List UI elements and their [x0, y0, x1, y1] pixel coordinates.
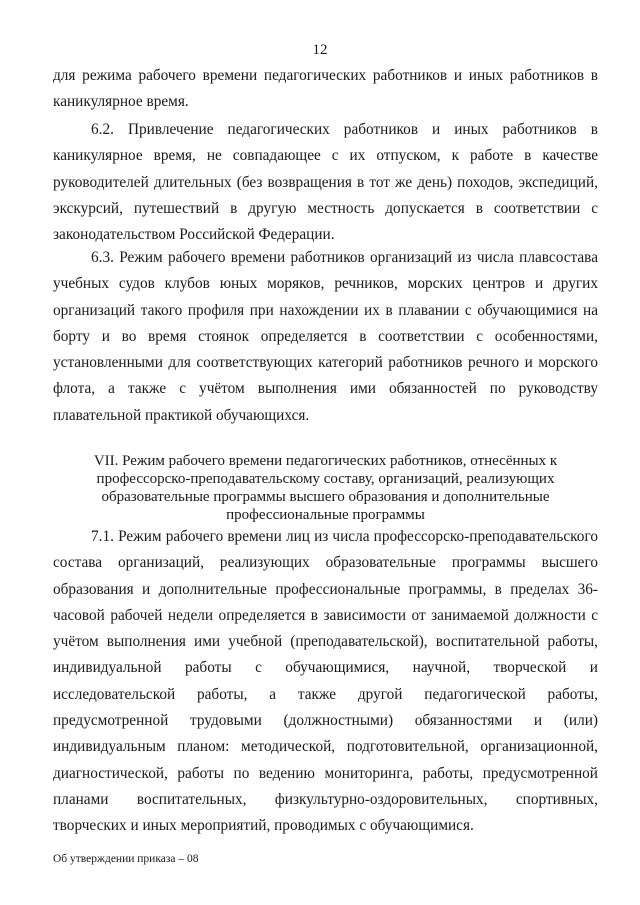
section-heading: VII. Режим рабочего времени педагогических работников, отнесённых к профессорско-преподавательскому составу, организаций, реализующих образовательные программы высшего образования и дополнительные профессиональные программы — [93, 453, 558, 523]
page-number: 12 — [312, 42, 328, 58]
paragraph-7-1 — [53, 524, 598, 840]
paragraph-text: 6.2. Привлечение педагогических работников и иных работников в каникулярное время, не совпадающее с их отпуском, к работе в качестве руководителей длительных (без возвращения в тот же день) походов, экспедиций, экскурсий, путешествий в другую местность допускается в соответствии с законодательством Российской Федерации. — [53, 121, 598, 244]
paragraph-text: 6.3. Режим рабочего времени работников организаций из числа плавсостава учебных судов клубов юных моряков, речников, морских центров и других организаций такого профиля при нахождении их в плавании с обучающимися на борту и во время стоянок определяется в соответствии с особенностями, установленными для соответствующих категорий работников речного и морского флота, а также с учётом выполнения ими обязанностей по руководству плавательной практикой обучающихся. — [53, 249, 598, 424]
paragraph-continuation — [53, 63, 598, 116]
paragraph-text: 7.1. Режим рабочего времени лиц из числа профессорско-преподавательского состава организаций, реализующих образовательные программы высшего образования и дополнительные профессиональные программы, в пределах 36-часовой рабочей недели определяется в зависимости от занимаемой должности с учётом выполнения ими учебной (преподавательской), воспитательной работы, индивидуальной работы с обучающимися, научной, творческой и исследовательской работы, а также другой педагогической работы, предусмотренной трудовыми (должностными) обязанностями и (или) индивидуальным планом: методической, подготовительной, организационной, диагностической, работы по ведению мониторинга, работы, предусмотренной планами воспитательных, физкультурно-оздоровительных, спортивных, творческих и иных мероприятий, проводимых с обучающимися. — [53, 528, 598, 835]
paragraph-text: для режима рабочего времени педагогических работников и иных работников в каникулярное время. — [53, 67, 598, 111]
footer-note: Об утверждении приказа – 08 — [53, 853, 199, 865]
paragraph-6-3 — [53, 245, 598, 429]
paragraph-6-2 — [53, 117, 598, 248]
